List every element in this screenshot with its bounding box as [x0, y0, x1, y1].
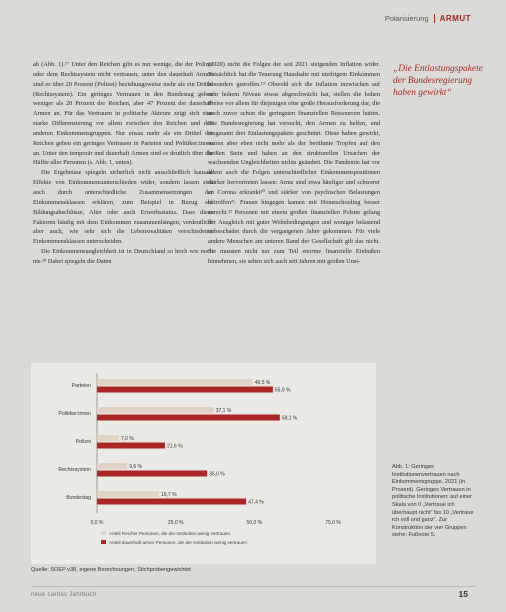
x-tick-label: 50,0 %: [246, 520, 263, 526]
bar-rich: [97, 491, 159, 497]
x-tick-label: 25,0 %: [167, 520, 184, 526]
x-tick-label: 75,0 %: [325, 520, 341, 526]
category-label: Parteien: [71, 383, 91, 389]
data-label: 7,0 %: [121, 436, 134, 442]
legend-label: Anteil Reicher Personen, die der Institution wenig vertrauen: [109, 531, 231, 536]
bar-poor: [97, 415, 280, 421]
data-label: 19,7 %: [160, 492, 177, 498]
page-number: 15: [458, 589, 468, 599]
bar-rich: [97, 435, 119, 441]
publication-name: neue caritas Jahrbuch: [31, 592, 97, 598]
paragraph: ab (Abb. 1).¹⁷ Unter den Reichen gibt es nur wenige, die der Polizei oder dem Rechtssystem nicht vertrauen; unter den dauerhaft Armen sind es über 20 Prozent (Polizei) beziehungsweise mehr als ein Drittel (Rechtssystem). Ein geringes Vertrauen in den Bundestag geben weniger als 20 Prozent der Reichen, aber 47 Prozent der dauerhaft Armen an. Für das Vertrauen in politische Akteure zeigt sich eine starke Differenzierung vor allem zwischen den Reichen und den anderen Einkommensgruppen. Nur etwas mehr als ein Drittel der Reichen geben ein geringes Vertrauen in Parteien und Politiker:innen an. Unter den temporär und dauerhaft Armen sind es deutlich über die Hälfte aller Personen (s. Abb. 1, unten).: [33, 61, 213, 167]
data-label: 21,6 %: [166, 443, 183, 450]
bar-poor: [97, 471, 207, 477]
legend-swatch: [101, 540, 106, 544]
bar-poor: [97, 387, 273, 393]
paragraph: (2020) nicht die Folgen der seit 2021 steigenden Inflation wider. Tatsächlich hat die Teuerung Haushalte mit niedrigem Einkommen besonders getroffen.¹⁹ Obwohl sich die Inflation inzwischen auf sehr hohem Niveau etwas abgeschwächt hat, stellen die hohen Preise vor allem für diejenigen eine große Herausforderung dar, die auch zuvor schon die geringsten finanziellen Ressourcen hatten. Die Bundesregierung hat versucht, den Armen zu helfen, und insgesamt drei Entlastungspakete geschnürt. Diese haben gewirkt, waren aber eben nicht mehr als der berühmte Tropfen auf den heißen Stein und haben an den strukturellen Ursachen der wachsenden Ungleichheiten nichts geändert. Die Pandemie hat vor allem auch die Folgen unterschiedlicher Einkommenspositionen stärker hervortreten lassen: Arme sind etwa häufiger und schwerer an Corona erkrankt²⁰ und stärker von psychischen Belastungen betroffen²¹. Frauen hingegen kamen mit Homeschooling besser zurecht.²² Personen mit einem großen finanziellen Polster gelang der Ausgleich mit guter Wohnbedingungen und weniger belastend unbeschadet durch die vergangenen Jahre gekommen. Für viele andere Menschen am unteren Rand der Gesellschaft gilt das nicht. Sie mussten nicht nur zum Teil enorme finanzielle Einbußen hinnehmen, sie sehen sich auch seit Jahren mit großen Unsi-: [208, 61, 380, 265]
data-label: 55,9 %: [274, 387, 291, 394]
bar-poor: [97, 443, 165, 449]
data-label: 9,6 %: [129, 464, 143, 470]
paragraph: Die Einkommensungleichheit ist in Deutschland so hoch wie noch nie.¹⁸ Dabei spiegeln die Daten: [33, 248, 213, 265]
legend-swatch: [101, 531, 106, 535]
section-tag: ARMUT: [439, 14, 471, 23]
bar-poor: [97, 499, 246, 505]
bar-chart-panel: [31, 363, 376, 564]
data-label: 37,1 %: [215, 408, 232, 414]
category-label: Rechtssystem: [58, 467, 91, 473]
section-name: Polarisierung: [384, 14, 429, 23]
bar-chart: [31, 363, 376, 564]
paragraph: Die Ergebnisse spiegeln sicherlich nicht ausschließlich kausale Effekte von Einkommensunterschieden wider, sondern lassen sich auch durch unterschiedliche Zusammensetzungen der Einkommensklassen erklären, zum Beispiel in Bezug auf Bildungsabschlüsse, Alter oder auch Erwerbsstatus. Dass diese Faktoren häufig mit dem Einkommen zusammenhängen, verdeutlicht aber auch, wie sehr sich die Lebensrealitäten verschiedener Einkommensklassen unterscheiden.: [33, 169, 213, 246]
footer-rule: [31, 586, 475, 587]
pull-quote: „Die Entlastungspakete der Bundesregierung haben gewirkt“: [393, 64, 483, 98]
category-label: Bundestag: [66, 495, 91, 501]
data-label: 47,4 %: [248, 499, 264, 506]
bar-rich: [97, 463, 127, 469]
category-label: Polizei: [75, 439, 91, 445]
data-label: 49,5 %: [254, 380, 271, 386]
running-header: [385, 14, 471, 23]
bar-rich: [97, 407, 214, 413]
data-label: 35,0 %: [209, 471, 225, 478]
category-label: Politiker:innen: [58, 411, 91, 417]
x-tick-label: 0,0 %: [90, 520, 104, 526]
data-label: 58,1 %: [281, 415, 298, 422]
header-divider: [434, 14, 435, 23]
article-column-1: [33, 60, 213, 267]
article-column-2: [208, 60, 380, 267]
figure-caption: Abb. 1: Geringes Institutionenvertrauen nach Einkommensgruppe, 2021 (in Prozent). Geringes Vertrauen in politische Institutionen: auf einer Skala von 0 „Vertraue ich überhaupt nicht“ bis 10 „Vertraue ich voll und ganz“. Zur Konstruktion der vier Gruppen siehe: Fußnote 5.: [392, 464, 474, 539]
legend-label: Anteil dauerhaft armer Personen, die der Institution wenig vertrauen: [109, 540, 247, 545]
bar-rich: [97, 379, 253, 385]
chart-source: Quelle: SOEP v38, eigene Berechnungen, Stichprobengewichtet: [31, 567, 191, 573]
